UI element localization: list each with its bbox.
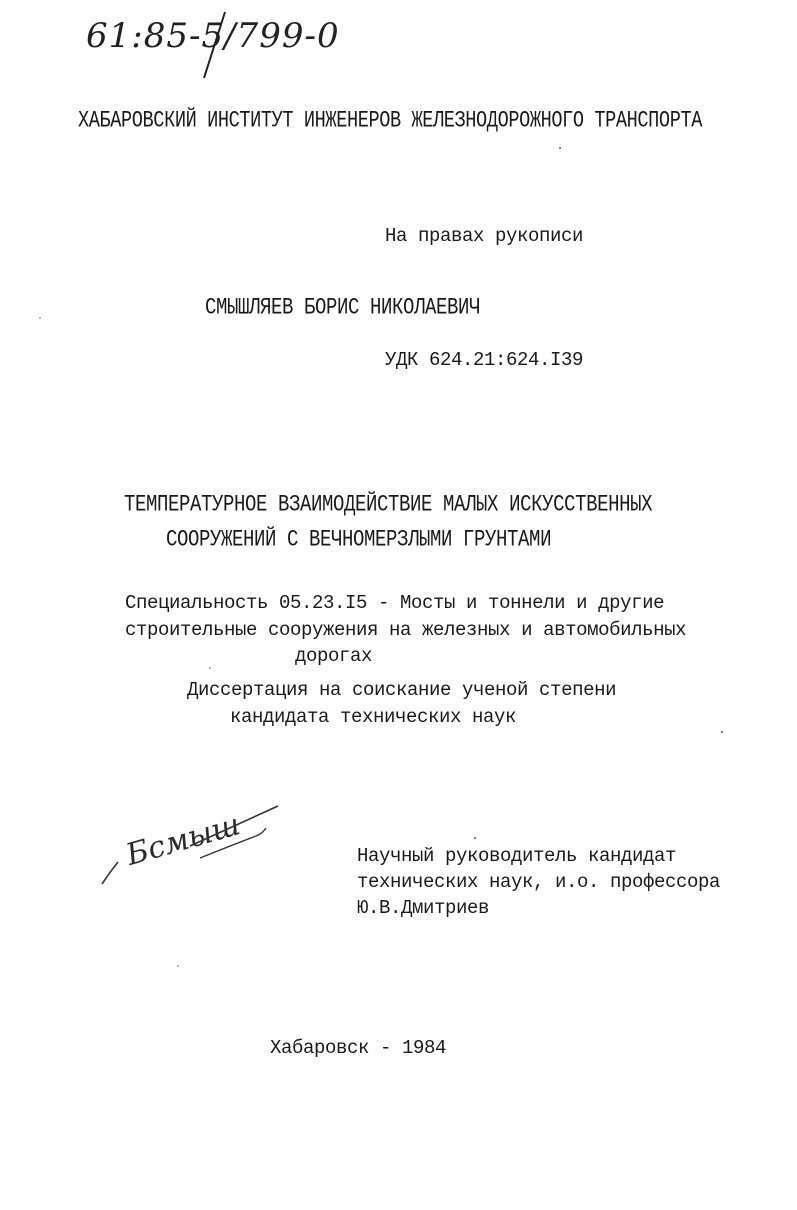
archive-code: 61:85-5/799-0 [86, 16, 340, 56]
signature-underline-stroke [102, 806, 278, 884]
specialty-line-2: строительные сооружения на железных и автомобильных [125, 619, 687, 641]
archive-code-slash-stroke [204, 12, 225, 78]
thesis-title-line-2: СООРУЖЕНИЙ С ВЕЧНОМЕРЗЛЫМИ ГРУНТАМИ [166, 526, 552, 553]
supervisor-line-2: технических наук, и.о. профессора [357, 871, 721, 893]
institute-name: ХАБАРОВСКИЙ ИНСТИТУТ ИНЖЕНЕРОВ ЖЕЛЕЗНОДОРОЖНОГО ТРАНСПОРТА [78, 108, 702, 134]
paper-speck [721, 731, 723, 733]
thesis-title-line-1: ТЕМПЕРАТУРНОЕ ВЗАИМОДЕЙСТВИЕ МАЛЫХ ИСКУССТВЕННЫХ [124, 491, 653, 518]
supervisor-line-3: Ю.В.Дмитриев [357, 897, 490, 919]
dissertation-line-2: кандидата технических наук [230, 706, 517, 728]
author-name: СМЫШЛЯЕВ БОРИС НИКОЛАЕВИЧ [205, 294, 481, 321]
place-and-year: Хабаровск - 1984 [270, 1037, 447, 1059]
paper-speck [559, 147, 561, 149]
paper-speck [474, 837, 476, 839]
specialty-line-1: Специальность 05.23.I5 - Мосты и тоннели и другие [125, 592, 665, 614]
signature-flourish-stroke [200, 828, 266, 858]
specialty-line-3: дорогах [295, 645, 373, 667]
dissertation-line-1: Диссертация на соискание ученой степени [187, 679, 617, 701]
manuscript-note: На правах рукописи [385, 225, 584, 247]
paper-speck [177, 965, 179, 967]
author-signature: Бсмыш [122, 807, 245, 873]
supervisor-line-1: Научный руководитель кандидат [357, 845, 677, 867]
udc-code: УДК 624.21:624.I39 [385, 349, 584, 371]
paper-speck [209, 667, 211, 669]
paper-speck [39, 317, 41, 319]
